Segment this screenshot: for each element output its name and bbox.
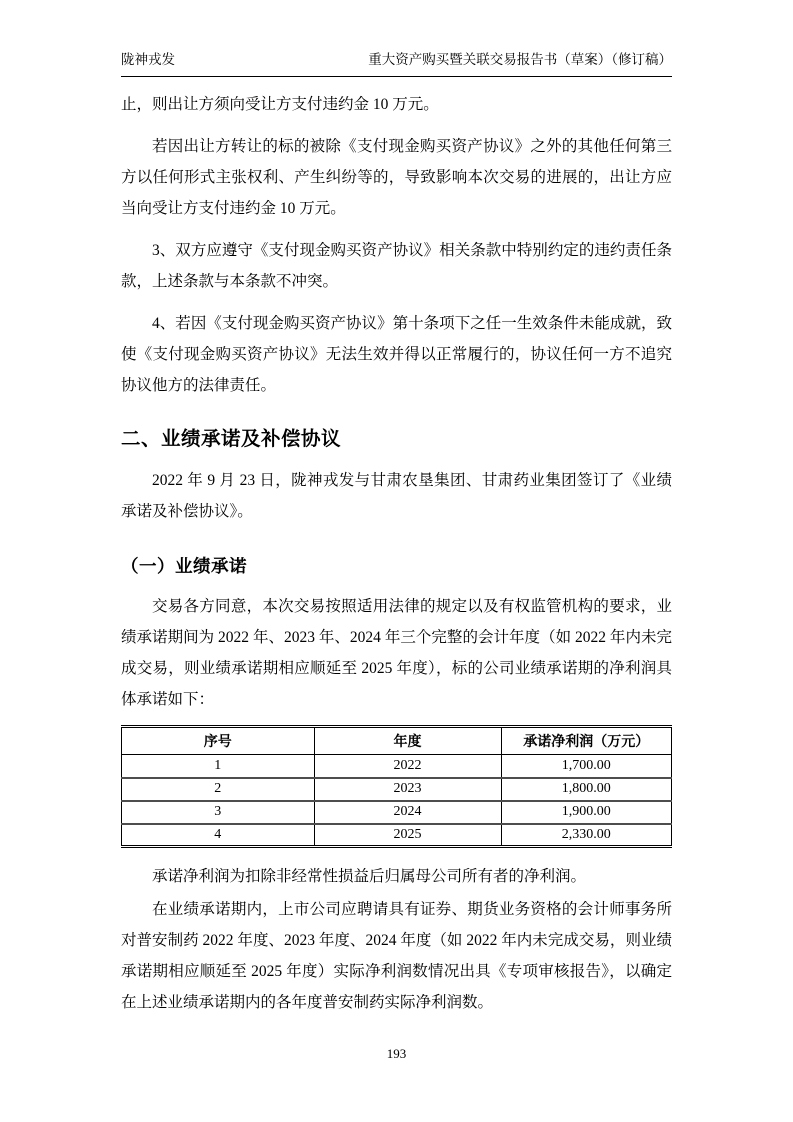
paragraph-continuation: 止，则出让方须向受让方支付违约金 10 万元。 [121, 96, 439, 113]
table-cell: 3 [122, 801, 315, 824]
header-company-name: 陇神戎发 [121, 52, 175, 67]
table-cell: 2 [122, 778, 315, 801]
table-cell: 1 [122, 755, 315, 778]
table-cell: 1,900.00 [501, 801, 672, 824]
table-cell: 2023 [314, 778, 501, 801]
paragraph-net-profit-definition: 承诺净利润为扣除非经常性损益后归属母公司所有者的净利润。 [152, 868, 587, 885]
table-cell: 4 [122, 824, 315, 847]
paragraph-third-party-claims: 若因出让方转让的标的被除《支付现金购买资产协议》之外的其他任何第三方以任何形式主张权利、产生纠纷等的，导致影响本次交易的进展的，出让方应当向受让方支付违约金 10 万元。 [121, 138, 672, 217]
section-heading-performance-commitment: 二、业绩承诺及补偿协议 [121, 428, 342, 450]
table-row [122, 778, 672, 801]
table-row [122, 801, 672, 824]
column-header-year: 年度 [314, 727, 501, 755]
column-header-index: 序号 [122, 727, 315, 755]
running-header [121, 50, 672, 77]
subsection-heading-commitment: （一）业绩承诺 [121, 556, 247, 576]
paragraph-item-3: 3、双方应遵守《支付现金购买资产协议》相关条款中特别约定的违约责任条款，上述条款与本条款不冲突。 [121, 242, 672, 290]
table-row [122, 755, 672, 778]
table-cell: 2,330.00 [501, 824, 672, 847]
profit-commitment-table [121, 725, 672, 848]
header-report-title: 重大资产购买暨关联交易报告书（草案）（修订稿） [368, 52, 672, 67]
table-row [122, 824, 672, 847]
paragraph-agreement-signing: 2022 年 9 月 23 日，陇神戎发与甘肃农垦集团、甘肃药业集团签订了《业绩承诺及补偿协议》。 [121, 472, 672, 520]
page-number: 193 [386, 1046, 407, 1061]
table-cell: 1,700.00 [501, 755, 672, 778]
column-header-profit: 承诺净利润（万元） [501, 727, 672, 755]
table-cell: 1,800.00 [501, 778, 672, 801]
table-header-row [122, 727, 672, 755]
paragraph-audit-report: 在业绩承诺期内，上市公司应聘请具有证券、期货业务资格的会计师事务所对普安制药 2022 年度、2023 年度、2024 年度（如 2022 年内未完成交易，则业绩承诺期相应顺延至 2025 年度）实际净利润数情况出具《专项审核报告》，以确定在上述业绩承诺期内的各年度普安制药实际净利润数。 [121, 901, 672, 1011]
table-cell: 2024 [314, 801, 501, 824]
paragraph-item-4: 4、若因《支付现金购买资产协议》第十条项下之任一生效条件未能成就，致使《支付现金购买资产协议》无法生效并得以正常履行的，协议任何一方不追究协议他方的法律责任。 [121, 315, 672, 394]
table-cell: 2022 [314, 755, 501, 778]
paragraph-commitment-period: 交易各方同意，本次交易按照适用法律的规定以及有权监管机构的要求，业绩承诺期间为 2022 年、2023 年、2024 年三个完整的会计年度（如 2022 年内未完成交易，则业绩承诺期相应顺延至 2025 年度），标的公司业绩承诺期的净利润具体承诺如下： [121, 598, 672, 708]
table-cell: 2025 [314, 824, 501, 847]
